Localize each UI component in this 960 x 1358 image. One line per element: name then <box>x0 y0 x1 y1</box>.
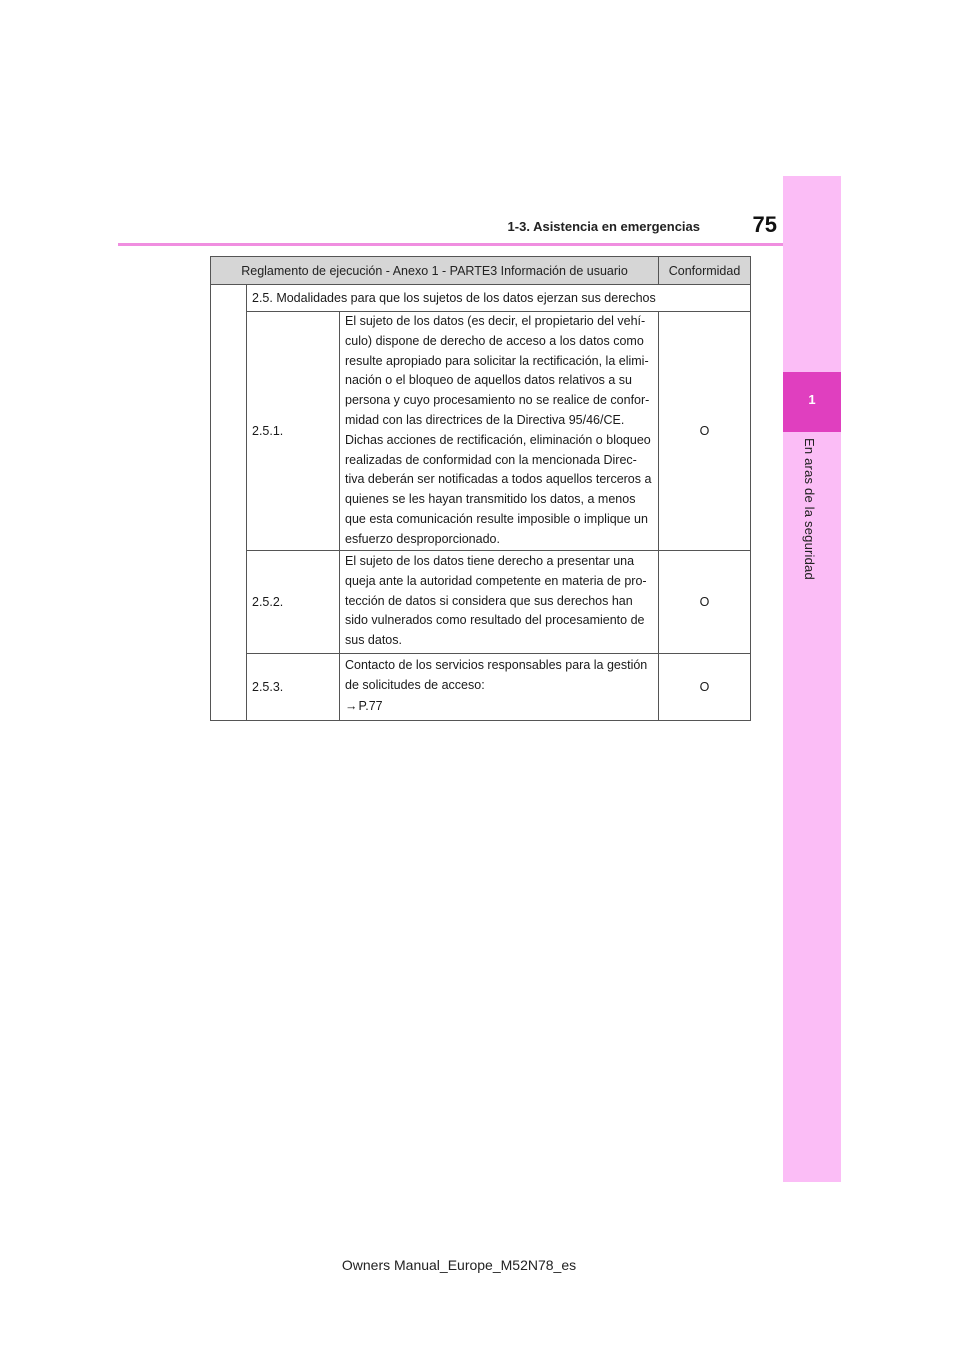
table-row <box>211 312 751 551</box>
column-header-regulation: Reglamento de ejecución - Anexo 1 - PARTE3 Información de usuario <box>211 257 659 285</box>
description-line: El sujeto de los datos tiene derecho a presentar una <box>345 554 635 569</box>
row-conformity: O <box>659 550 751 653</box>
description-line: sus datos. <box>345 633 402 648</box>
regulation-table <box>210 256 751 721</box>
arrow-right-icon: → <box>345 699 358 714</box>
description-line: tiva deberán ser notificadas a todos aquellos terceros a <box>345 472 652 487</box>
description-line: Contacto de los servicios responsables para la gestión <box>345 657 648 672</box>
description-line: midad con las directrices de la Directiva 95/46/CE. <box>345 412 625 427</box>
row-conformity: O <box>659 312 751 551</box>
chapter-side-band <box>783 176 841 1182</box>
row-description <box>340 550 659 653</box>
description-line: queja ante la autoridad competente en materia de pro- <box>345 573 647 588</box>
description-line: El sujeto de los datos (es decir, el propietario del vehí- <box>345 314 646 328</box>
page-number: 75 <box>752 212 777 237</box>
indent-cell <box>211 285 247 721</box>
row-description <box>340 653 659 720</box>
reference-page: P.77 <box>358 699 383 714</box>
table-row <box>211 550 751 653</box>
description-line: culo) dispone de derecho de acceso a los datos como <box>345 333 644 348</box>
chapter-tab-number: 1 <box>808 392 816 407</box>
header-rule <box>118 243 783 246</box>
subheading-cell: 2.5. Modalidades para que los sujetos de los datos ejerzan sus derechos <box>247 285 751 312</box>
table-header-row <box>211 257 751 285</box>
description-line: sido vulnerados como resultado del procesamiento de <box>345 613 645 628</box>
description-line: Dichas acciones de rectificación, eliminación o bloqueo <box>345 432 651 447</box>
row-number: 2.5.2. <box>247 550 340 653</box>
description-line: que esta comunicación resulte imposible o implique un <box>345 511 648 526</box>
description-line: de solicitudes de acceso: <box>345 677 485 692</box>
row-number: 2.5.1. <box>247 312 340 551</box>
description-line: resulte apropiado para solicitar la rectificación, la elimi- <box>345 353 649 368</box>
page-reference <box>345 697 653 717</box>
row-number: 2.5.3. <box>247 653 340 720</box>
description-line: quienes se les hayan transmitido los datos, a menos <box>345 492 636 507</box>
column-header-conformity: Conformidad <box>659 257 751 285</box>
description-line: tección de datos si considera que sus derechos han <box>345 593 633 608</box>
chapter-tab-label: En aras de la seguridad <box>802 438 817 580</box>
description-line: persona y cuyo procesamiento no se realice de confor- <box>345 393 650 408</box>
description-line: esfuerzo desproporcionado. <box>345 531 500 546</box>
description-line: nación o el bloqueo de aquellos datos relativos a su <box>345 373 633 388</box>
table-row <box>211 653 751 720</box>
row-conformity: O <box>659 653 751 720</box>
row-description <box>340 312 659 551</box>
footer-doc-id: Owners Manual_Europe_M52N78_es <box>341 1257 577 1273</box>
section-title: 1-3. Asistencia en emergencias <box>507 219 700 234</box>
description-line: realizadas de conformidad con la mencionada Direc- <box>345 452 637 467</box>
table-subheading-row <box>211 285 751 312</box>
